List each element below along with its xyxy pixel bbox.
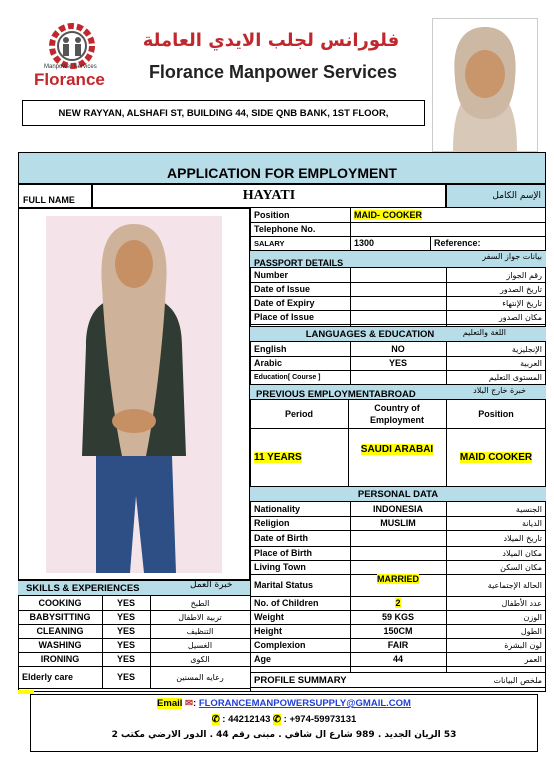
language-row-arabic: المستوى التعليم [488,372,542,382]
personal-row-arabic: الطول [520,626,542,636]
personal-row-value: 44 [392,654,403,664]
personal-row-label: Complexion [254,640,306,650]
full-name-value: HAYATI [242,188,296,203]
address-box [22,100,425,126]
personal-row-value: 150CM [383,626,413,636]
applicant-photo [46,216,222,573]
personal-row-arabic: الجنسية [515,504,542,514]
personal-row-arabic: عدد الأطفال [501,598,542,608]
skill-row-label: BABYSITTING [29,612,91,622]
profile-title-arabic: ملخص البيانات [493,675,542,685]
position-label: Position [254,210,290,220]
skills-title-arabic: خبرة العمل [190,580,233,590]
company-name-english: Florance Manpower Services [148,62,398,82]
personal-row-arabic: الوزن [523,612,542,622]
email-link[interactable]: FLORANCEMANPOWERSUPPLY@GMAIL.COM [198,698,411,709]
skill-row-label: IRONING [40,654,80,664]
skill-row-value: YES [116,626,135,636]
personal-row-value: MUSLIM [380,518,416,528]
telephone-label: Telephone No. [254,224,316,234]
position-value: MAID- COOKER [354,210,422,220]
personal-row-arabic: تاريخ الميلاد [503,533,542,543]
company-name-arabic: فلورانس لجلب الايدي العاملة [142,30,400,51]
skill-row-label: WASHING [38,640,82,650]
personal-row-value [350,530,446,546]
salary-label: SALARY [254,238,285,248]
previous-period: 11 YEARS [254,451,302,463]
full-name-label: FULL NAME [18,184,92,208]
language-row-label: English [254,344,287,354]
personal-row-value: INDONESIA [372,504,423,514]
mail-icon: ✉ [185,698,194,709]
phone-icon: ✆ [211,714,220,725]
personal-row-label: Living Town [254,562,306,572]
personal-row-label: Religion [254,518,290,528]
salary-value: 1300 [354,238,375,248]
skill-row-label: Elderly care [22,672,74,682]
col-period: Period [284,409,313,419]
personal-row-arabic: مكان السكن [500,562,542,572]
personal-row-value [350,546,446,560]
personal-row-arabic: لون البشرة [504,640,542,650]
passport-row-label: Date of Expiry [254,298,315,308]
personal-row-arabic: الديانة [521,518,542,528]
email-label: Email [157,698,183,709]
personal-row-arabic: مكان الميلاد [502,548,542,558]
language-row-value: YES [388,358,407,368]
languages-title: LANGUAGES & EDUCATION [305,328,435,340]
applicant-figure-icon [46,216,222,573]
footer-phone-line: ✆ : 44212143 ✆ : +974-59973131 [211,714,357,725]
profile-title: PROFILE SUMMARY [254,674,347,686]
footer-email-line: Email ✉: FLORANCEMANPOWERSUPPLY@GMAIL.COM [157,698,411,709]
logo-subtitle: Manpower Services [44,64,97,70]
skill-row-arabic: الكوى [190,654,210,664]
skill-row-label: CLEANING [36,626,84,636]
languages-title-arabic: اللغة والتعليم [462,327,506,337]
personal-row-arabic: العمر [524,654,542,664]
reference-label: Reference: [434,238,481,248]
personal-row-label: Age [254,654,272,664]
passport-title: PASSPORT DETAILS [254,258,344,268]
personal-row-label: Date of Birth [254,533,308,543]
personal-row-label: Marital Status [254,580,314,590]
skill-row-label: COOKING [38,598,82,608]
passport-row-arabic: رقم الجواز [506,270,542,280]
phone-1: 44212143 [228,714,271,725]
passport-row-label: Place of Issue [254,312,315,322]
col-position: Position [478,409,514,419]
personal-row-label: Weight [254,612,284,622]
phone-2: +974-59973131 [289,714,357,725]
language-row-arabic: الإنجليزية [511,344,542,354]
previous-position: MAID COOKER [459,451,533,463]
personal-row-label: Height [254,626,282,636]
personal-row-label: Place of Birth [254,548,313,558]
previous-title: PREVIOUS EMPLOYMENTABROAD [256,389,416,400]
previous-title-arabic: خبرة خارج البلاد [473,385,526,395]
form-title-bar [18,152,546,184]
personal-row-value: 2 [395,598,401,608]
col-country: Country of Employment [369,403,424,425]
mobile-icon: ✆ [273,714,281,725]
footer-address-arabic: 53 الريان الجديد . 989 شارع ال شافي . مبنى رقم 44 . الدور الارضي مكتب 2 [111,730,457,740]
logo-name: Florance [34,70,105,89]
skill-row-value: YES [116,654,135,664]
language-row-value: NO [391,344,405,354]
skill-row-arabic: الطبخ [190,598,210,608]
skill-row-arabic: رعايه المسنين [176,672,224,682]
passport-title-arabic: بيانات جواز السفر [482,251,542,261]
personal-row-value: 59 KGS [381,612,414,622]
skill-row-arabic: الغسيل [187,640,213,650]
language-row-label: Education[ Course ] [254,373,321,381]
passport-row-arabic: تاريخ الإنتهاء [502,298,542,308]
personal-row-value [350,560,446,574]
passport-row-arabic: تاريخ الصدور [500,284,542,294]
passport-row-arabic: مكان الصدور [498,312,542,322]
skill-row-value: YES [116,612,135,622]
skill-row-arabic: التنظيف [186,626,214,636]
language-row-arabic: العربية [520,358,542,368]
header-photo [432,18,538,152]
full-name-arabic: الإسم الكامل [446,184,546,208]
personal-title: PERSONAL DATA [357,488,439,500]
skill-row-value: YES [116,640,135,650]
passport-row-label: Date of Issue [254,284,311,294]
skill-row-value: YES [116,598,135,608]
skill-row-arabic: تربية الاطفال [178,612,222,622]
personal-row-label: Nationality [254,504,301,514]
language-row-value [350,370,446,384]
portrait-icon [433,19,537,151]
personal-row-arabic: الحالة الإجتماعية [487,580,542,590]
address-text: NEW RAYYAN, ALSHAFI ST, BUILDING 44, SIDE QNB BANK, 1ST FLOOR, [58,107,389,119]
personal-row-value: MARRIED [377,574,419,584]
language-row-label: Arabic [254,358,283,368]
full-name-value-cell [92,184,446,208]
form-title: APPLICATION FOR EMPLOYMENT [167,165,397,181]
company-logo [32,20,112,92]
previous-country: SAUDI ARABAI [360,443,434,455]
passport-row-label: Number [254,270,289,280]
skill-row-value: YES [116,672,135,682]
personal-row-value: FAIR [387,640,409,650]
skills-title: SKILLS & EXPERIENCES [26,582,140,594]
personal-row-label: No. of Children [254,598,319,608]
